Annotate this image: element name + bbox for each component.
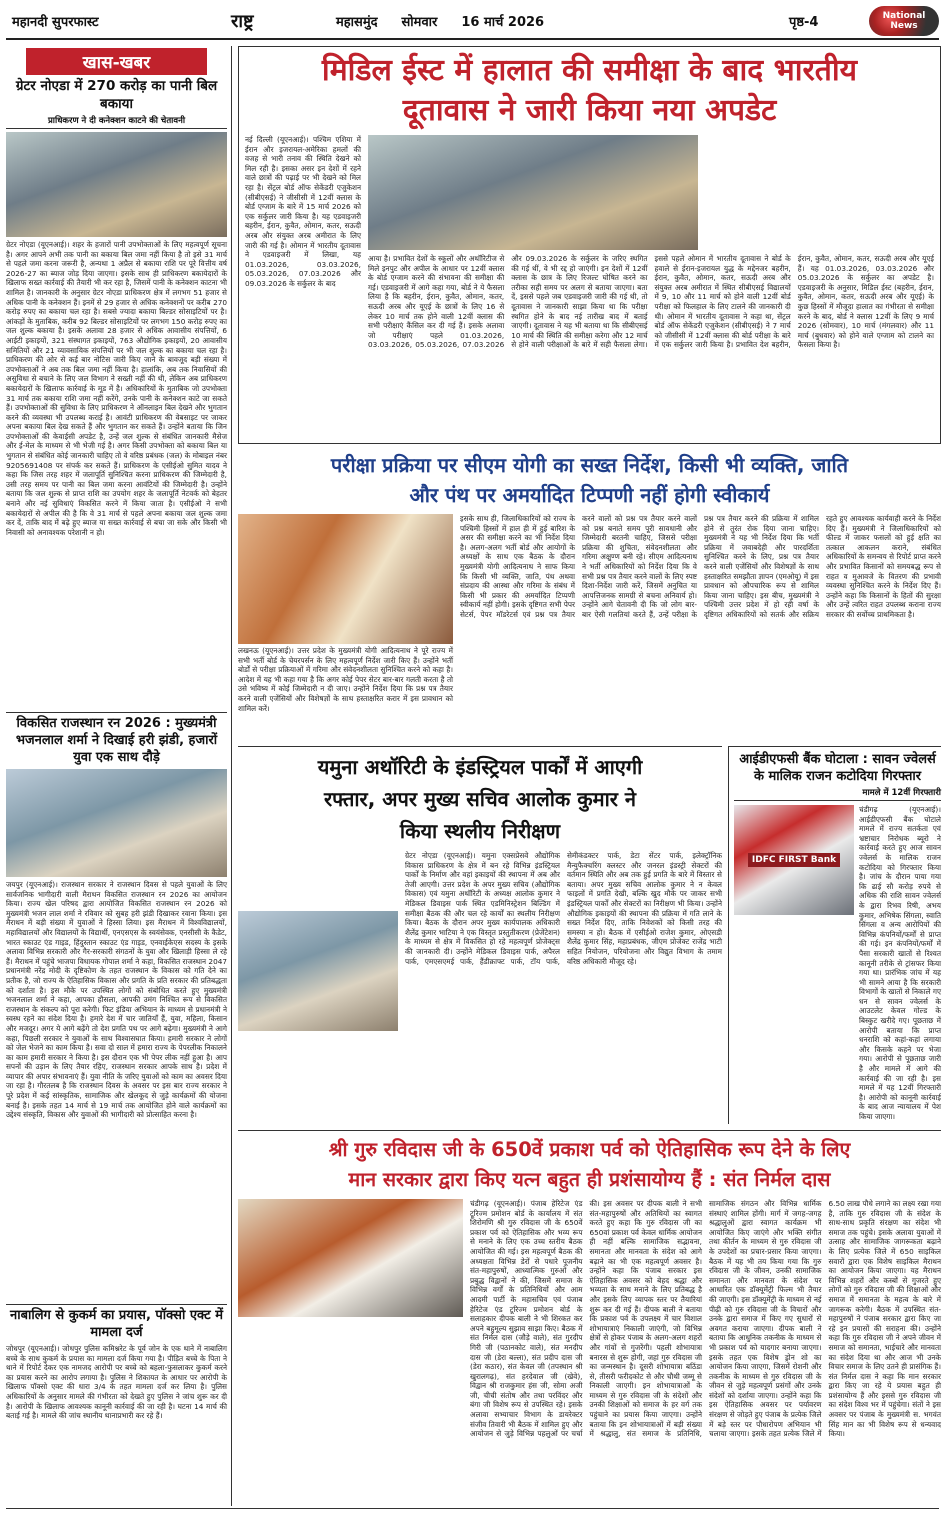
idfc-headline: आईडीएफसी बैंक घोटाला : सावन ज्वेलर्स के मालिक राजन कटोदिया गिरफ्तार xyxy=(739,752,936,784)
national-news-logo: National News xyxy=(869,6,939,36)
city: महासमुंद xyxy=(336,15,378,30)
idfc-story xyxy=(728,746,941,1124)
middle-east-body-left: नई दिल्ली (यूएनआई)। पश्चिम एशिया में ईरान और इजरायल-अमेरिका हमलों की वजह से भारी तनाव की स्थिति देखने को मिल रही है। इसका असर इन देशों में रहने वाले छात्रों की पढ़ाई पर भी देखने को मिल रहा है। सेंट्रल बोर्ड ऑफ सेकेंडरी एजुकेशन (सीबीएसई) ने जीसीसी में 12वीं क्लास के बोर्ड एग्जाम के बारे में 15 मार्च 2026 को एक सर्कुलर जारी किया है। यह एडवाइजरी बहरीन, ईरान, कुवैत, ओमान, कतर, सऊदी अरब और संयुक्त अरब अमीरात के लिए जारी की गई है। ओमान में भारतीय दूतावास ने एडवाइजरी में लिखा, यह 01.03.2026, 03.03.2026, 05.03.2026, 07.03.2026 और 09.03.2026 के सर्कुलर के बाद xyxy=(245,135,361,288)
middle-east-headline-line2: दूतावास ने जारी किया नया अपडेट xyxy=(402,93,777,128)
yamuna-headline-line2: रफ्तार, अपर मुख्य सचिव आलोक कुमार ने xyxy=(323,787,636,811)
ravidas-body: चंडीगढ़ (यूएनआई)। पंजाब हेरिटेज एंड टूरिज्म प्रमोशन बोर्ड के कार्यालय में संत शिरोमणि श्री गुरु रविदास जी के 650वें प्रकाश पर्व को ऐतिहासिक और भव्य रूप से मनाने के लिए एक उच्च स्तरीय बैठक आयोजित की गई। इस महत्वपूर्ण बैठक की अध्यक्षता विभिन्न डेरों से पधारे पूजनीय संत-महापुरुषों, आध्यात्मिक गुरुओं और प्रबुद्ध विद्वानों ने की, जिसमें समाज के विभिन्न वर्गों के प्रतिनिधियों और आम आदमी पार्टी के महासचिव एवं पंजाब हेरिटेज एंड टूरिज्म प्रमोशन बोर्ड के सलाहकार दीपक बाली ने भी शिरकत कर अपने बहुमूल्य सुझाव साझा किए। बैठक में संत निर्मल दास (जौड़े वाले), संत गुरदीप गिरी जी (पठानकोट वाले), संत मनदीप दास जी (डेरा बल्ला), संत प्रदीप दास जी (डेरा कठार), संत केवल जी (तपस्थान श्री खुरालगढ़), संत हरदेवाल जी (खेवे), विद्वान श्री राजकुमार हंस जी, सोमा अजी जी, चीची संतोष और तथा परविंदर और बंगा जी विशेष रूप से उपस्थित रहे। इसके अलावा सभ्याचार विभाग के डायरेक्टर संजीव तिवारी भी बैठक में शामिल हुए और आयोजन से जुड़े विभिन्न पहलुओं पर चर्चा की। इस अवसर पर दीपक बाली ने सभी संत-महापुरुषों और अतिथियों का स्वागत करते हुए कहा कि गुरु रविदास जी का 650वां प्रकाश पर्व केवल धार्मिक आयोजन ही नहीं बल्कि सामाजिक सद्भावना, समानता और मानवता के संदेश को आगे बढ़ाने का भी एक महत्वपूर्ण अवसर है। उन्होंने कहा कि पंजाब सरकार इस ऐतिहासिक अवसर को बेहद श्रद्धा और भव्यता के साथ मनाने के लिए प्रतिबद्ध है और इसके लिए व्यापक स्तर पर तैयारियां शुरू कर दी गई हैं। दीपक बाली ने बताया कि प्रकाश पर्व के उपलक्ष्य में चार विशाल शोभायात्राएं निकाली जाएंगी, जो विभिन्न क्षेत्रों से होकर पंजाब के अलग-अलग शहरों और गांवों से गुजरेंगी। पहली शोभायात्रा बनारस से शुरू होगी, जहां गुरु रविदास जी का जन्मस्थान है। दूसरी शोभायात्रा बठिंडा से, तीसरी फरीदकोट से और चौथी जम्मू से निकाली जाएगी। इन शोभायात्राओं के माध्यम से गुरु रविदास जी के संदेशों और उनकी शिक्षाओं को समाज के हर वर्ग तक पहुंचाने का प्रयास किया जाएगा। उन्होंने बताया कि इन शोभायात्राओं में बड़ी संख्या में श्रद्धालु, संत समाज के प्रतिनिधि, सामाजिक संगठन और विभिन्न धार्मिक संस्थाएं शामिल होंगी। मार्ग में जगह-जगह श्रद्धालुओं द्वारा स्वागत कार्यक्रम भी आयोजित किए जाएंगे और भक्ति संगीत तथा कीर्तन के माध्यम से गुरु रविदास जी के उपदेशों का प्रचार-प्रसार किया जाएगा। बैठक में यह भी तय किया गया कि गुरु रविदास जी के जीवन, उनकी सामाजिक समानता और मानवता के संदेश पर आधारित एक डॉक्यूमेंट्री फिल्म भी तैयार की जाएगी। इस डॉक्यूमेंट्री के माध्यम से नई पीढ़ी को गुरु रविदास जी के विचारों और उनके द्वारा समाज में किए गए सुधारों से अवगत कराया जाएगा। दीपक बाली ने बताया कि आधुनिक तकनीक के माध्यम से भी प्रकाश पर्व को यादगार बनाया जाएगा। इसके तहत एक विशेष ड्रोन शो का आयोजन किया जाएगा, जिसमें रोशनी और तकनीक के माध्यम से गुरु रविदास जी के जीवन से जुड़े महत्वपूर्ण प्रसंगों और उनके संदेशों को दर्शाया जाएगा। उन्होंने कहा कि इस ऐतिहासिक अवसर पर पर्यावरण संरक्षण से जोड़ते हुए पंजाब के प्रत्येक जिले में बड़े स्तर पर पौधारोपण अभियान भी चलाया जाएगा। इसके तहत प्रत्येक जिले में 6.50 लाख पौधे लगाने का लक्ष्य रखा गया है, ताकि गुरु रविदास जी के संदेश के साथ-साथ प्रकृति संरक्षण का संदेश भी समाज तक पहुंचे। इसके अलावा युवाओं में उत्साह और सामाजिक जागरूकता बढ़ाने के लिए प्रत्येक जिले में 650 साइकिल सवारों द्वारा एक विशेष साइकिल मैराथन का आयोजन किया जाएगा। यह मैराथन विभिन्न शहरों और कस्बों से गुजरते हुए लोगों को गुरु रविदास जी की शिक्षाओं और समाज में समानता के महत्व के बारे में जागरूक करेगी। बैठक में उपस्थित संत-महापुरुषों ने पंजाब सरकार द्वारा किए जा रहे इन प्रयासों की सराहना की। उन्होंने कहा कि गुरु रविदास जी ने अपने जीवन में समाज को समानता, भाईचारे और मानवता का संदेश दिया था और आज भी उनके विचार समाज के लिए उतने ही प्रासंगिक हैं। संत निर्मल दास ने कहा कि मान सरकार द्वारा किए जा रहे ये प्रयास बहुत ही प्रशंसायोग्य हैं और इससे गुरु रविदास जी का संदेश विश्व भर में पहुंचेगा। संतों ने इस अवसर पर पंजाब के मुख्यमंत्री स. भगवंत सिंह मान का भी विशेष रूप से धन्यवाद किया। xyxy=(470,1199,941,1439)
yamuna-story xyxy=(238,746,722,1124)
rajasthan-run-photo xyxy=(6,769,227,877)
yamuna-headline-line1: यमुना अथॉरिटी के इंडस्ट्रियल पार्कों में आएगी xyxy=(317,755,643,779)
yamuna-body: ग्रेटर नोएडा (यूएनआई)। यमुना एक्सप्रेसवे औद्योगिक विकास प्राधिकरण के क्षेत्र में बन रहे विभिन्न इंडस्ट्रियल पार्कों के निर्माण और वहां इकाइयों की स्थापना में अब और तेजी आएगी। उत्तर प्रदेश के अपर मुख्य सचिव (औद्योगिक विकास) एवं यमुना अथॉरिटी के अध्यक्ष आलोक कुमार ने मेडिकल डिवाइस पार्क स्थित एडमिनिस्ट्रेशन बिल्डिंग में समीक्षा बैठक की और चल रहे कार्यों का स्थलीय निरीक्षण किया। बैठक के दौरान अपर मुख्य कार्यपालक अधिकारी शैलेंद्र कुमार भाटिया ने एक विस्तृत प्रस्तुतीकरण (प्रेजेंटेशन) के माध्यम से क्षेत्र में विकसित हो रहे महत्वपूर्ण प्रोजेक्ट्स की जानकारी दी। उन्होंने मेडिकल डिवाइस पार्क, अपैरल पार्क, एमएसएमई पार्क, हैंडीक्राफ्ट पार्क, टॉय पार्क, सेमीकंडक्टर पार्क, डेटा सेंटर पार्क, इलेक्ट्रॉनिक मैन्युफैक्चरिंग क्लस्टर और जनरल इंडस्ट्री सेक्टरों की वर्तमान स्थिति और अब तक हुई प्रगति के बारे में विस्तार से बताया। अपर मुख्य सचिव आलोक कुमार ने न केवल फाइलों में प्रगति देखी, बल्कि खुद मौके पर जाकर सभी इंडस्ट्रियल पार्कों और सेक्टरों का निरीक्षण भी किया। उन्होंने औद्योगिक इकाइयों की स्थापना की प्रक्रिया में गति लाने के सख्त निर्देश दिए, ताकि निवेशकों को किसी तरह की समस्या न हो। बैठक में एसीईओ राजेश कुमार, ओएसडी शैलेंद्र कुमार सिंह, महाप्रबंधक, जीएम प्रोजेक्ट राजेंद्र भाटी सहित नियोजन, परियोजना और विद्युत विभाग के तमाम वरिष्ठ अधिकारी मौजूद रहे। xyxy=(405,851,722,966)
story-noida-headline: ग्रेटर नोएडा में 270 करोड़ का पानी बिल बकाया xyxy=(15,78,218,112)
idfc-bank-photo xyxy=(734,805,854,915)
story-noida-subhead: प्राधिकरण ने दी कनेक्शन काटने की चेतावनी xyxy=(6,113,227,129)
paper-name: महानदी सुपरफास्ट xyxy=(12,15,99,30)
story-noida-body: ग्रेटर नोएडा (यूएनआई)। शहर के हजारों पानी उपभोक्ताओं के लिए महत्वपूर्ण सूचना है। अगर आपने अभी तक पानी का बकाया बिल जमा नहीं किया है तो इसे 31 मार्च से पहले जमा करना जरूरी है, अन्यथा 1 अप्रैल से बकाया राशि पर पूरे वित्तीय वर्ष 2026-27 का ब्याज जोड़ दिया जाएगा। इसके साथ ही प्राधिकरण बकायेदारों के खिलाफ सख्त कार्रवाई की तैयारी भी कर रहा है, जिसमें पानी के कनेक्शन काटना भी शामिल है। जानकारी के अनुसार ग्रेटर नोएडा प्राधिकरण क्षेत्र में लगभग 51 हजार से अधिक पानी के कनेक्शन हैं। इनमें से 29 हजार से अधिक कनेक्शनों पर करीब 270 करोड़ रुपए का बकाया चल रहा है। सबसे ज्यादा बकाया बिल्डर सोसाइटियों पर है। आंकड़ों के मुताबिक, करीब 92 बिल्डर सोसाइटियों पर लगभग 150 करोड़ रुपए का जल शुल्क बकाया है। इसके अलावा 28 हजार से अधिक आवासीय संपत्तियों, 6 आईटी इकाइयों, 321 संस्थागत इकाइयों, 763 औद्योगिक इकाइयों, 20 आवासीय समितियों और 21 व्यावसायिक संपत्तियों पर भी जल शुल्क का बकाया चल रहा है। प्राधिकरण की ओर से कई बार नोटिस जारी किए जाने के बावजूद बड़ी संख्या में उपभोक्ताओं ने अब तक बिल जमा नहीं किया है। हालांकि, अब तक निवासियों की असुविधा से बचाने के लिए जल विभाग ने सख्ती नहीं की थी, लेकिन अब प्राधिकरण बकायेदारों के खिलाफ कार्रवाई के मूड में है। अधिकारियों के मुताबिक जो उपभोक्ता 31 मार्च तक बकाया राशि जमा नहीं करेंगे, उनके पानी के कनेक्शन काटे जा सकते हैं। उपभोक्ताओं की सुविधा के लिए प्राधिकरण ने ऑनलाइन बिल देखने और भुगतान करने की व्यवस्था भी उपलब्ध कराई है। आवंटी प्राधिकरण की वेबसाइट पर जाकर अपना बकाया बिल देख सकते हैं और भुगतान कर सकते हैं। उन्होंने बताया कि जिन उपभोक्ताओं की केवाईसी अपडेट है, उन्हें जल शुल्क से संबंधित जानकारी मैसेज और ई-मेल के माध्यम से भी भेजी गई है। अगर किसी उपभोक्ता को बकाया बिल या भुगतान से संबंधित कोई जानकारी चाहिए तो वे वरिष्ठ प्रबंधक (जल) के मोबाइल नंबर 9205691408 पर संपर्क कर सकते हैं। प्राधिकरण के एसीईओ सुमित यादव ने कहा कि जिस तरह शहर में जलापूर्ति सुनिश्चित करना प्राधिकरण की जिम्मेदारी है, उसी तरह समय पर पानी का बिल जमा करना आवंटियों की जिम्मेदारी है। उन्होंने बताया कि जल शुल्क से प्राप्त राशि का उपयोग शहर के जलापूर्ति नेटवर्क को बेहतर बनाने और नई सुविधाएं विकसित करने में किया जाता है। एसीईओ ने सभी बकायेदारों से अपील की है कि वे 31 मार्च से पहले अपना बकाया जल शुल्क जमा कर दें, ताकि बाद में बढ़े हुए ब्याज या सख्त कार्रवाई से बचा जा सके और किसी भी निवासी को अनावश्यक परेशानी न हो। xyxy=(6,240,227,537)
left-column xyxy=(6,46,232,1506)
ravidas-headline-line1: श्री गुरु रविदास जी के 650वें प्रकाश पर्व को ऐतिहासिक रूप देने के लिए xyxy=(328,1138,851,1161)
middle-east-story xyxy=(238,46,941,444)
section-title: राष्ट्र xyxy=(231,11,254,32)
story-pocso-headline: नाबालिग से कुकर्म का प्रयास, पॉक्सो एक्ट में मामला दर्ज xyxy=(10,1308,223,1340)
main-area xyxy=(238,46,941,1506)
middle-east-headline-line1: मिडिल ईस्ट में हालात की समीक्षा के बाद भारतीय xyxy=(321,53,858,88)
yogi-headline-line1: परीक्षा प्रक्रिया पर सीएम योगी का सख्त निर्देश, किसी भी व्यक्ति, जाति xyxy=(330,453,849,477)
story-rajasthan-body: जयपुर (यूएनआई)। राजस्थान सरकार ने राजस्थान दिवस से पहले युवाओं के लिए सार्वजनिक भागीदारी वाली मैराथन विकसित राजस्थान रन 2026 का आयोजन किया। राज्य खेल परिषद द्वारा आयोजित विकसित राजस्थान रन 2026 को मुख्यमंत्री भजन लाल शर्मा ने रविवार को सुबह हरी झंडी दिखाकर रवाना किया। इस मैराथन में बड़ी संख्या में युवाओं ने हिस्सा लिया। इस मैराथन में विश्वविद्यालयों, महाविद्यालयों और विद्यालयों के विद्यार्थी, एनएसएस के स्वयंसेवक, एनसीसी के कैडेट, भारत स्काउट एंड गाइड, हिंदुस्तान स्काउट एंड गाइड, एनवाईकेएस सदस्य के इसके अलावा विभिन्न सरकारी और गैर-सरकारी संगठनों के युवा और खिलाड़ी हिस्सा ले रहे हैं। मैराथन में पहुंचे भाजपा विधायक गोपाल शर्मा ने कहा, विकसित राजस्थान 2047 प्रधानमंत्री नरेंद्र मोदी के दृष्टिकोण के तहत राजस्थान के विकास को गति देने का प्रतीक है, जो राज्य के ऐतिहासिक विकास और प्रगति के प्रति सरकार की प्रतिबद्धता को दर्शाता है। इस मौके पर उपस्थित लोगों को संबोधित करते हुए मुख्यमंत्री भजनलाल शर्मा ने कहा, आपका हौसला, आपकी उमंग निश्चित रूप से विकसित राजस्थान के संकल्प को पूरा करेगी। फिट इंडिया अभियान के माध्यम से प्रधानमंत्री ने स्वस्थ रहने का संदेश दिया है। हमारे देश में चार जातियाँ हैं, युवा, महिला, किसान और मजदूर। अगर ये आगे बढ़ेंगे तो देश प्रगति पथ पर आगे बढ़ेगा। मुख्यमंत्री ने आगे कहा, पिछली सरकार ने युवाओं के साथ विश्वासघात किया। हमारी सरकार ने लोगों को जेल भेजने का काम किया है। सवा दो साल में हमारा राज्य के पेपरलीक निकालने का काम हमारी सरकार ने किया है। इस दौरान एक भी पेपर लीक नहीं हुआ है। आप सपनों की उड़ान के लिए तैयार रहिए, राजस्थान सरकार आपके साथ है। प्रदेश में व्यापार की अपार संभावनाएं हैं। युवा नीति के जरिए युवाओं को काम का अवसर दिया जा रहा है। गौरतलब है कि राजस्थान दिवस के अवसर पर इस बार राज्य सरकार ने पूरे प्रदेश में कई सांस्कृतिक, सामाजिक और खेलकूद से जुड़े कार्यक्रमों की योजना बनाई है। इसके तहत 14 मार्च से 19 मार्च तक आयोजित होने वाले कार्यक्रमों का उद्देश्य संस्कृति, विकास और युवाओं की भागीदारी को प्रोत्साहित करना है। xyxy=(6,880,227,1120)
idfc-body-top: चंडीगढ़ (यूएनआई)। आईडीएफसी बैंक घोटाले मामले में राज्य सतर्कता एवं भ्रष्टाचार निरोधक ब्यूरो ने कार्रवाई करते हुए आज सावन ज्वेलर्स के मालिक राजन कटोदिया को गिरफ्तार किया है। जांच के दौरान पाया गया कि ढाई सौ करोड़ रुपये से अधिक की राशि सावन ज्वेलर्स के द्वारा रिभव रिषी, अभय कुमार, अभिषेक सिंगला, स्वाति सिंगला व अन्य आरोपियों की विभिन्न कंपनियों/फर्मों से प्राप्त की गई। इन कंपनियों/फर्मों में पैसा सरकारी खातों से रिश्वत कानूनी तरीके से ट्रांसफर किया गया था। प्रारंभिक जांच में यह भी सामने आया है कि सरकारी विभागों के खातों से निकाले गए धन से सावन ज्वेलर्स के आउटलेट केवल गोल्ड के बिस्कुट खरीदे गए। पूछताछ में आरोपी बताया कि प्राप्त धनराशि को कहां-कहां लगाया और किसके कहने पर भेजा गया। आरोपी से पूछताछ जारी है और मामले में आगे की कार्रवाई की जा रही है। इस मामले में यह 12वीं गिरफ्तारी है। आरोपी को कानूनी कार्रवाई के बाद आज न्यायालय में पेश किया जाएगा। xyxy=(859,805,941,1121)
yogi-body: इसके साथ ही, जिलाधिकारियों को राज्य के पश्चिमी हिस्सों में हाल ही में हुई बारिश के असर की समीक्षा करने का भी निर्देश दिया है। अलग-अलग भर्ती बोर्ड और आयोगों के अध्यक्षों के साथ एक बैठक के दौरान मुख्यमंत्री योगी आदित्यनाथ ने साफ किया कि किसी भी व्यक्ति, जाति, पंथ अथवा संप्रदाय की आस्था और गरिमा के संबंध में किसी भी प्रकार की अमर्यादित टिप्पणी स्वीकार्य नहीं होगी। इसके दृष्टिगत सभी पेपर सेटर्स, पेपर मॉडरेटर्स एवं प्रश्न पत्र तैयार करने वालों को प्रश्न पत्र तैयार करने वालों को प्रश्न बनाते समय पूरी सावधानी और जिम्मेदारी बरतनी चाहिए, जिससे परीक्षा प्रक्रिया की शुचिता, संवेदनशीलता और गरिमा अक्षुण्ण बनी रहे। सीएम आदित्यनाथ ने भर्ती अधिकारियों को निर्देश दिया कि वे सभी प्रश्न पत्र तैयार करने वालों के लिए स्पष्ट दिशा-निर्देश जारी करें, जिसमें अनुचित या आपत्तिजनक सामग्री से बचना अनिवार्य हो। उन्होंने आगे चेतावनी दी कि जो लोग बार-बार ऐसी गलतियां करते हैं, उन्हें परीक्षा के प्रश्न पत्र तैयार करने की प्रक्रिया में शामिल होने से तुरंत रोक दिया जाना चाहिए। मुख्यमंत्री ने यह भी निर्देश दिया कि भर्ती प्रक्रिया में जवाबदेही और पारदर्शिता सुनिश्चित करने के लिए, प्रश्न पत्र तैयार करने वाली एजेंसियों और विशेषज्ञों के साथ हस्ताक्षरित समझौता ज्ञापन (एमओयू) में इस प्रावधान को औपचारिक रूप से शामिल किया जाना चाहिए। इस बीच, मुख्यमंत्री ने पश्चिमी उत्तर प्रदेश में हो रही वर्षा के दृष्टिगत अधिकारियों को सतर्क और सक्रिय रहते हुए आवश्यक कार्यवाही करने के निर्देश दिए हैं। मुख्यमंत्री ने जिलाधिकारियों को फील्ड में जाकर फसलों को हुई क्षति का तत्काल आकलन कराने, संबंधित अधिकारियों के समन्वय से रिपोर्ट प्राप्त करने और प्रभावित किसानों को समयबद्ध रूप से राहत व मुआवजे के वितरण की प्रभावी व्यवस्था सुनिश्चित करने के निर्देश दिए हैं। उन्होंने कहा कि किसानों के हितों की सुरक्षा और उन्हें त्वरित राहत उपलब्ध कराना राज्य सरकार की सर्वोच्च प्राथमिकता है। xyxy=(460,514,941,619)
weekday: सोमवार xyxy=(401,15,438,30)
yamuna-headline-line3: किया स्थलीय निरीक्षण xyxy=(399,819,561,843)
ravidas-meeting-photo xyxy=(238,1199,463,1317)
date: 16 मार्च 2026 xyxy=(461,15,545,30)
yogi-headline-line2: और पंथ पर अमर्यादित टिप्पणी नहीं होगी स्वीकार्य xyxy=(409,483,770,507)
masthead xyxy=(6,4,939,40)
khaas-khabar-tag: खास-खबर xyxy=(26,48,207,75)
page-footer-rule xyxy=(6,1508,939,1514)
story-pocso-body: जोधपुर (यूएनआई)। जोधपुर पुलिस कमिश्नरेट के पूर्व जोन के एक थाने में नाबालिग बच्चे के साथ कुकर्म के प्रयास का मामला दर्ज किया गया है। पीड़ित बच्चे के पिता ने थाने में रिपोर्ट देकर एक नामजद आरोपी पर बच्चे को बहला-फुसलाकर कुकर्म करने का प्रयास करने का आरोप लगाया है। पुलिस ने शिकायत के आधार पर आरोपी के खिलाफ पॉक्सो एक्ट की धारा 3/4 के तहत मामला दर्ज कर लिया है। पुलिस अधिकारियों के अनुसार मामले की गंभीरता को देखते हुए पुलिस ने जांच शुरू कर दी है। आरोपी के खिलाफ आवश्यक कानूनी कार्रवाई की जा रही है। घटना 14 मार्च की बताई गई है। मामले की जांच स्थानीय थानाप्रभारी कर रहे हैं। xyxy=(6,1344,227,1421)
ravidas-headline-line2: मान सरकार द्वारा किए यत्न बहुत ही प्रशंसायोग्य हैं : संत निर्मल दास xyxy=(348,1168,831,1191)
cm-yogi-photo xyxy=(238,514,453,644)
middle-east-body-right: आया है। प्रभावित देशों के स्कूलों और अथॉरिटीज से मिले इनपुट और अपील के आधार पर 12वीं क्लास के बोर्ड एग्जाम करने की संभावना की समीक्षा की गई। एडवाइजरी में आगे कहा गया, बोर्ड ने ये फैसला लिया है कि बहरीन, ईरान, कुवैत, ओमान, कतर, सऊदी अरब और यूएई के छात्रों के लिए 16 से लेकर 10 मार्च तक होने वाली 12वीं क्लास की सभी परीक्षाएं कैंसिल कर दी गई हैं। इसके अलावा जो परीक्षाएं पहले 01.03.2026, 03.03.2026, 05.03.2026, 07.03.2026 और 09.03.2026 के सर्कुलर के जरिए स्थगित की गई थीं, वे भी रद्द हो जाएंगी। इन देशों में 12वीं क्लास के छात्र के लिए रिजल्ट घोषित करने का तरीका सही समय पर अलग से बताया जाएगा। बता दें, इससे पहले जब एडवाइजरी जारी की गई थी, तो दूतावास ने जानकारी साझा किया था कि परीक्षा स्थगित होने के बाद नई तारीख बाद में बताई जाएगी। दूतावास ने यह भी बताया था कि सीबीएसई 10 मार्च की स्थिति की समीक्षा करेगा और 12 मार्च से होने वाली परीक्षाओं के बारे में सही फैसला लेगा। इससे पहले ओमान में भारतीय दूतावास ने बोर्ड के हवाले से ईरान-इजरायल युद्ध के मद्देनजर बहरीन, ईरान, कुवैत, ओमान, कतर, सऊदी अरब और संयुक्त अरब अमीरात में स्थित सीबीएसई विद्यालयों में 9, 10 और 11 मार्च को होने वाली 12वीं बोर्ड परीक्षा को फिलहाल के लिए टालने की जानकारी दी थी। ओमान में भारतीय दूतावास ने कहा था, सेंट्रल बोर्ड ऑफ सेकेंडरी एजुकेशन (सीबीएसई) ने 7 मार्च को जीसीसी में 12वीं क्लास की बोर्ड परीक्षा के बारे में एक सर्कुलर जारी किया है। प्रभावित देश बहरीन, ईरान, कुवैत, ओमान, कतर, सऊदी अरब और यूएई हैं। यह 01.03.2026, 03.03.2026 और 05.03.2026 के सर्कुलर का अपडेट है। एडवाइजरी के अनुसार, मिडिल ईस्ट (बहरीन, ईरान, कुवैत, ओमान, कतर, सऊदी अरब और यूएई) के कुछ हिस्सों में मौजूदा हालात का गंभीरता से समीक्षा करने के बाद, बोर्ड ने क्लास 12वीं के लिए 9 मार्च 2026 (सोमवार), 10 मार्च (मंगलवार) और 11 मार्च (बुधवार) को होने वाले एग्जाम को टालने का फैसला किया है। xyxy=(368,254,934,350)
page-number: पृष्ठ-4 xyxy=(789,15,819,30)
story-rajasthan-headline: विकसित राजस्थान रन 2026 : मुख्यमंत्री भजनलाल शर्मा ने दिखाई हरी झंडी, हजारों युवा एक साथ दौड़े xyxy=(15,716,218,765)
idfc-subhead: मामले में 12वीं गिरफ्तारी xyxy=(734,785,941,801)
yogi-story xyxy=(238,450,941,740)
idfc-sign: IDFC FIRST Bank xyxy=(748,853,840,867)
yogi-photo-caption: लखनऊ (यूएनआई)। उत्तर प्रदेश के मुख्यमंत्री योगी आदित्यनाथ ने पूरे राज्य में सभी भर्ती बोर्ड के चेयरपर्सन के लिए महत्वपूर्ण निर्देश जारी किए हैं। उन्होंने भर्ती बोर्डों से परीक्षा प्रक्रियाओं में गरिमा और संवेदनशीलता सुनिश्चित करने को कहा है। आदेश में यह भी कहा गया है कि अगर कोई पेपर सेटर बार-बार गलती करता है तो उसे भविष्य में कोई जिम्मेदारी न दी जाए। उन्होंने निर्देश दिया कि प्रश्न पत्र तैयार करने वाली एजेंसियों और विशेषज्ञों के साथ हस्ताक्षरित करार में इस प्रावधान को शामिल करें। xyxy=(238,646,453,713)
yamuna-inspection-photo xyxy=(238,911,398,1031)
students-exam-photo xyxy=(368,135,698,250)
noida-building-photo xyxy=(6,132,227,237)
ravidas-story xyxy=(238,1130,941,1506)
dateline xyxy=(316,12,789,30)
